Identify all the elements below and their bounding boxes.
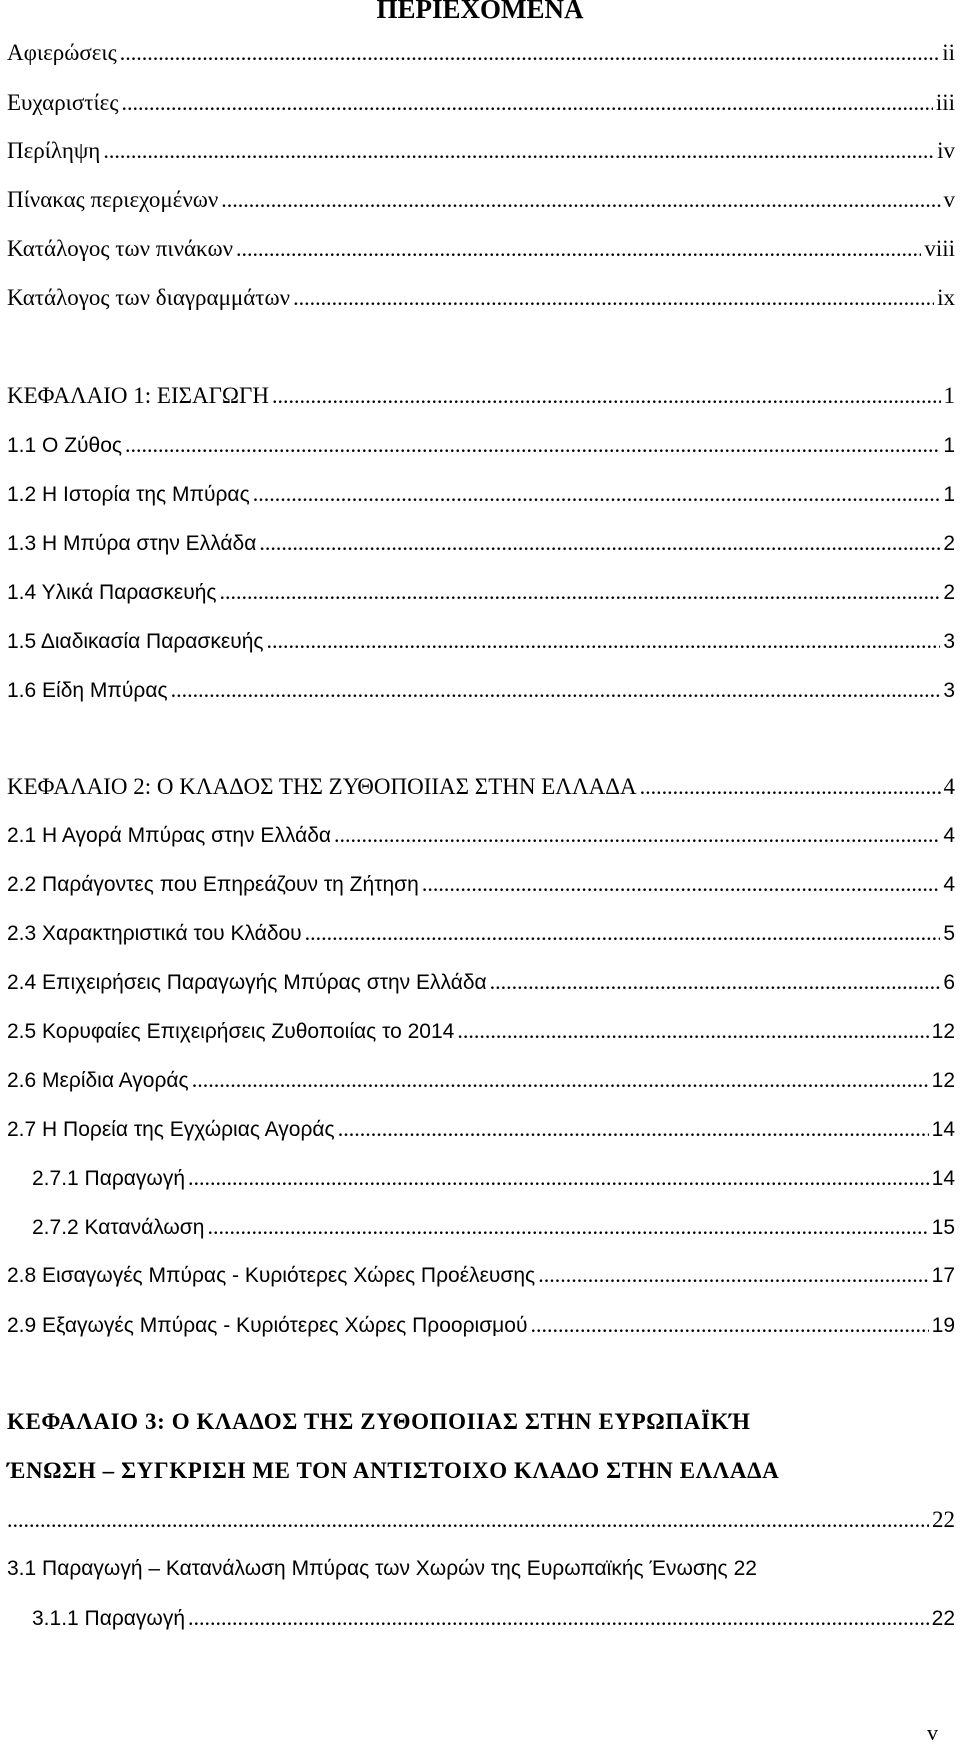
dot-leader xyxy=(120,36,940,70)
toc-entry-page: 2 xyxy=(943,581,955,604)
toc-entry[interactable] xyxy=(32,1601,955,1635)
dot-leader xyxy=(293,281,934,315)
toc-entry-label: 1.4 Υλικά Παρασκευής xyxy=(7,581,217,604)
toc-entry-page: 15 xyxy=(931,1216,955,1239)
toc-entry-label: 2.3 Χαρακτηριστικά του Κλάδου xyxy=(7,922,302,945)
toc-entry-label: Περίληψη xyxy=(7,138,101,163)
toc-chapter-2[interactable] xyxy=(7,770,955,804)
toc-entry[interactable] xyxy=(7,818,955,852)
toc-entry-page: ix xyxy=(937,285,955,310)
toc-entry-page: 1 xyxy=(943,383,955,408)
toc-entry[interactable] xyxy=(7,673,955,707)
toc-entry[interactable] xyxy=(7,965,955,999)
toc-entry-label: 2.1 Η Αγορά Μπύρας στην Ελλάδα xyxy=(7,824,332,847)
toc-entry-label: 2.4 Επιχειρήσεις Παραγωγής Μπύρας στην Ελλάδα xyxy=(7,971,487,994)
toc-entry-page: 12 xyxy=(931,1069,955,1092)
dot-leader xyxy=(538,1258,928,1292)
toc-entry-page: 4 xyxy=(943,824,955,847)
dot-leader xyxy=(207,1210,928,1244)
toc-entry-label: Αφιερώσεις xyxy=(7,40,117,65)
page-number: v xyxy=(927,1720,938,1745)
toc-entry-page: v xyxy=(943,187,955,212)
dot-leader xyxy=(422,867,941,901)
dot-leader xyxy=(530,1308,928,1342)
toc-entry[interactable] xyxy=(7,916,955,950)
toc-entry-label: 2.8 Εισαγωγές Μπύρας - Κυριότερες Χώρες Προέλευσης xyxy=(7,1264,536,1287)
toc-entry-page: 2 xyxy=(943,532,955,555)
page-title: ΠΕΡΙΕΧΟΜΕΝΑ xyxy=(376,0,584,24)
toc-entry-page: 1 xyxy=(943,434,955,457)
dot-leader xyxy=(259,526,940,560)
dot-leader xyxy=(103,134,934,168)
toc-entry-label: 3.1.1 Παραγωγή xyxy=(32,1607,186,1630)
toc-entry-page: 14 xyxy=(931,1118,955,1141)
toc-entry-page: 5 xyxy=(943,922,955,945)
toc-chapter-3-line-1[interactable]: ΚΕΦΑΛΑΙΟ 3: Ο ΚΛΑΔΟΣ ΤΗΣ ΖΥΘΟΠΟΙΙΑΣ ΣΤΗΝ ΕΥΡΩΠΑΪΚΉ xyxy=(7,1409,751,1434)
toc-entry[interactable] xyxy=(7,86,955,120)
dot-leader xyxy=(253,477,941,511)
toc-entry-page: iii xyxy=(935,90,955,115)
toc-entry[interactable] xyxy=(7,36,955,70)
toc-entry-label: Ευχαριστίες xyxy=(7,90,119,115)
dot-leader xyxy=(338,1112,929,1146)
toc-entry-page: ii xyxy=(942,40,955,65)
toc-chapter-3-line-2[interactable]: ΈΝΩΣΗ – ΣΥΓΚΡΙΣΗ ΜΕ ΤΟΝ ΑΝΤΙΣΤΟΙΧΟ ΚΛΑΔΟ ΣΤΗΝ ΕΛΛΑΔΑ xyxy=(7,1458,780,1483)
dot-leader xyxy=(457,1014,928,1048)
toc-entry-page: 3 xyxy=(943,630,955,653)
toc-entry[interactable] xyxy=(7,624,955,658)
toc-entry-label: 2.7.1 Παραγωγή xyxy=(32,1167,186,1190)
toc-entry-page: 3 xyxy=(943,679,955,702)
toc-entry[interactable] xyxy=(7,526,955,560)
toc-entry[interactable] xyxy=(7,1308,955,1342)
toc-chapter-1[interactable] xyxy=(7,379,955,413)
toc-entry[interactable] xyxy=(7,477,955,511)
toc-entry-label: ΚΕΦΑΛΑΙΟ 2: Ο ΚΛΑΔΟΣ ΤΗΣ ΖΥΘΟΠΟΙΙΑΣ ΣΤΗΝ ΕΛΛΑΔΑ xyxy=(7,774,637,799)
toc-entry[interactable] xyxy=(7,1258,955,1292)
toc-entry-label: 2.7 Η Πορεία της Εγχώριας Αγοράς xyxy=(7,1118,335,1141)
toc-entry[interactable] xyxy=(7,867,955,901)
toc-entry[interactable] xyxy=(7,1552,955,1586)
toc-entry-label: 2.9 Εξαγωγές Μπύρας - Κυριότερες Χώρες Προορισμού xyxy=(7,1314,528,1337)
toc-entry-label: 1.2 Η Ιστορία της Μπύρας xyxy=(7,483,250,506)
dot-leader xyxy=(192,1063,929,1097)
toc-entry-label: 1.6 Είδη Μπύρας xyxy=(7,679,168,702)
toc-entry-label: Κατάλογος των διαγραμμάτων xyxy=(7,285,291,310)
toc-entry[interactable] xyxy=(7,1063,955,1097)
toc-entry[interactable] xyxy=(32,1161,955,1195)
dot-leader xyxy=(188,1161,929,1195)
toc-entry-label: 1.3 Η Μπύρα στην Ελλάδα xyxy=(7,532,257,555)
dot-leader xyxy=(305,916,941,950)
toc-entry[interactable] xyxy=(7,428,955,462)
toc-entry[interactable] xyxy=(7,281,955,315)
toc-entry-label: 2.7.2 Κατανάλωση xyxy=(32,1216,205,1239)
dot-leader xyxy=(7,1503,929,1537)
toc-entry[interactable] xyxy=(7,1014,955,1048)
toc-entry-page: 4 xyxy=(943,774,955,799)
toc-entry-label: ΚΕΦΑΛΑΙΟ 1: ΕΙΣΑΓΩΓΗ xyxy=(7,383,269,408)
toc-entry-label: Κατάλογος των πινάκων xyxy=(7,236,233,261)
toc-entry-page: 17 xyxy=(931,1264,955,1287)
dot-leader xyxy=(121,86,932,120)
dot-leader xyxy=(220,575,941,609)
toc-entry-page: iv xyxy=(937,138,955,163)
toc-entry-label: 2.5 Κορυφαίες Επιχειρήσεις Ζυθοποιίας το 2014 xyxy=(7,1020,455,1043)
toc-entry-label: 3.1 Παραγωγή – Κατανάλωση Μπύρας των Χωρών της Ευρωπαϊκής Ένωσης xyxy=(7,1557,728,1580)
dot-leader xyxy=(267,624,941,658)
toc-entry[interactable] xyxy=(32,1210,955,1244)
toc-entry-page: 22 xyxy=(931,1607,955,1630)
toc-chapter-3-page-line[interactable] xyxy=(7,1503,955,1537)
toc-entry[interactable] xyxy=(7,1112,955,1146)
dot-leader xyxy=(188,1601,929,1635)
toc-entry-label: 1.1 Ο Ζύθος xyxy=(7,434,122,457)
dot-leader xyxy=(236,232,921,266)
dot-leader xyxy=(171,673,941,707)
toc-entry-page: viii xyxy=(924,236,955,261)
toc-entry[interactable] xyxy=(7,183,955,217)
toc-entry-label: 1.5 Διαδικασία Παρασκευής xyxy=(7,630,264,653)
toc-entry-page: 22 xyxy=(733,1557,757,1580)
dot-leader xyxy=(221,183,940,217)
toc-entry-page: 19 xyxy=(931,1314,955,1337)
toc-entry-label: Πίνακας περιεχομένων xyxy=(7,187,219,212)
dot-leader xyxy=(125,428,940,462)
toc-entry[interactable] xyxy=(7,232,955,266)
toc-entry-label: 2.6 Μερίδια Αγοράς xyxy=(7,1069,189,1092)
toc-entry-page: 22 xyxy=(932,1507,955,1532)
toc-entry-page: 4 xyxy=(943,873,955,896)
toc-entry[interactable] xyxy=(7,575,955,609)
toc-entry-page: 14 xyxy=(931,1167,955,1190)
dot-leader xyxy=(640,770,941,804)
dot-leader xyxy=(490,965,941,999)
toc-entry[interactable] xyxy=(7,134,955,168)
toc-entry-page: 6 xyxy=(943,971,955,994)
toc-entry-page: 12 xyxy=(931,1020,955,1043)
toc-entry-page: 1 xyxy=(943,483,955,506)
dot-leader xyxy=(334,818,940,852)
dot-leader xyxy=(272,379,941,413)
toc-entry-label: 2.2 Παράγοντες που Επηρεάζουν τη Ζήτηση xyxy=(7,873,419,896)
